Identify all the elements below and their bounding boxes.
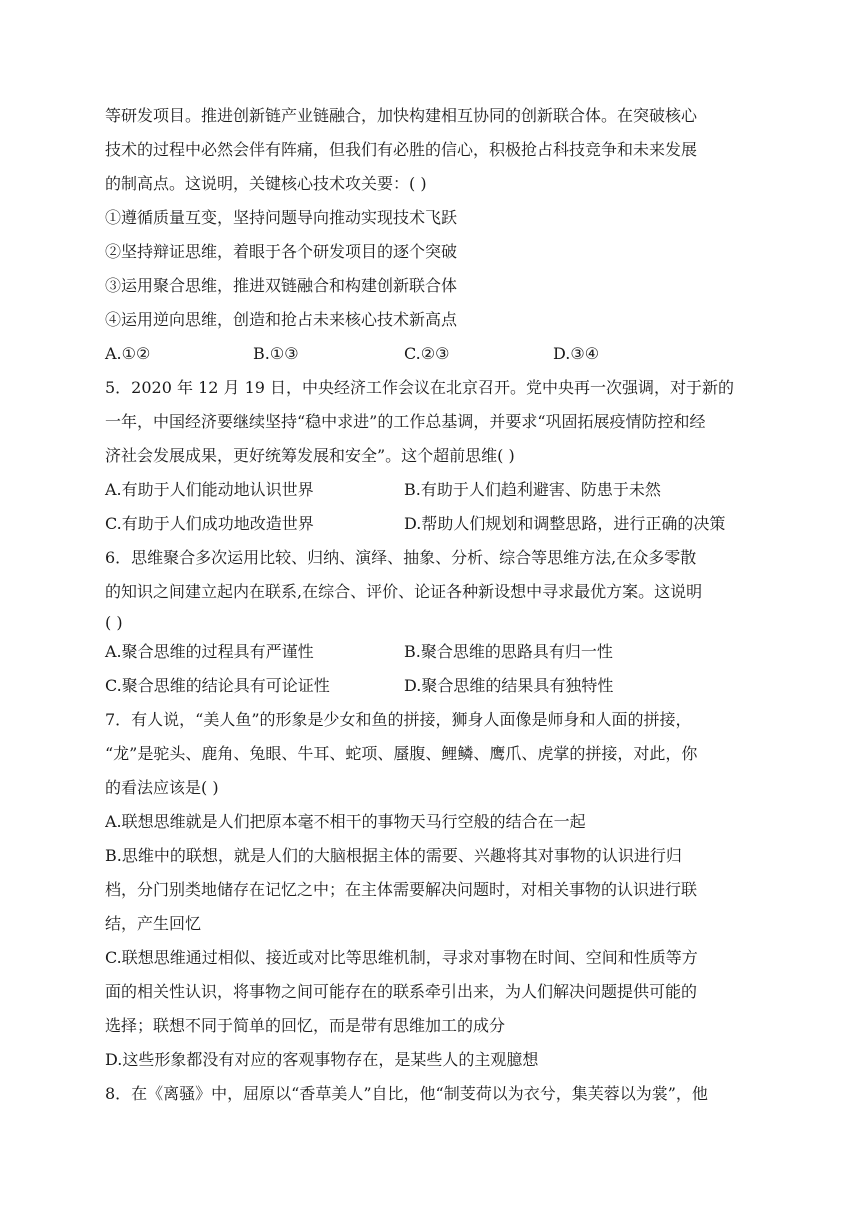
- q7-option-b-line-3: 结，产生回忆: [105, 914, 202, 933]
- q5-option-a: A.有助于人们能动地认识世界: [105, 480, 314, 499]
- q7-option-c-line-2: 面的相关性认识，将事物之间可能存在的联系牵引出来，为人们解决问题提供可能的: [105, 982, 698, 1001]
- q6-stem-line-2: 的知识之间建立起内在联系,在综合、评价、论证各种新设想中寻求最优方案。这说明: [105, 582, 703, 601]
- q7-option-d: D.这些形象都没有对应的客观事物存在，是某些人的主观臆想: [105, 1050, 539, 1069]
- q7-stem-line-2: “龙”是驼头、鹿角、兔眼、牛耳、蛇项、蜃腹、鲤鳞、鹰爪、虎掌的拼接，对此，你: [105, 744, 698, 763]
- q4-item-3: ③运用聚合思维，推进双链融合和构建创新联合体: [105, 276, 458, 295]
- q6-stem-line-1: 6．思维聚合多次运用比较、归纳、演绎、抽象、分析、综合等思维方法,在众多零散: [105, 548, 697, 567]
- q4-item-4: ④运用逆向思维，创造和抢占未来核心技术新高点: [105, 310, 458, 329]
- q5-stem-line-3: 济社会发展成果，更好统筹发展和安全”。这个超前思维( ): [105, 446, 515, 465]
- q4-stem-line-3: 的制高点。这说明，关键核心技术攻关要：( ): [105, 174, 427, 193]
- q5-option-b: B.有助于人们趋利避害、防患于未然: [404, 480, 661, 499]
- q7-option-c-line-3: 选择；联想不同于简单的回忆，而是带有思维加工的成分: [105, 1016, 506, 1035]
- q6-option-c: C.聚合思维的结论具有可论证性: [105, 676, 330, 695]
- q6-option-d: D.聚合思维的结果具有独特性: [404, 676, 614, 695]
- q7-stem-line-3: 的看法应该是( ): [105, 778, 219, 797]
- q7-option-b-line-1: B.思维中的联想，就是人们的大脑根据主体的需要、兴趣将其对事物的认识进行归: [105, 846, 682, 865]
- q7-option-b-line-2: 档，分门别类地储存在记忆之中；在主体需要解决问题时，对相关事物的认识进行联: [105, 880, 698, 899]
- q5-option-c: C.有助于人们成功地改造世界: [105, 514, 314, 533]
- q6-option-a: A.聚合思维的过程具有严谨性: [105, 642, 314, 661]
- q4-stem-line-1: 等研发项目。推进创新链产业链融合，加快构建相互协同的创新联合体。在突破核心: [105, 106, 698, 125]
- q7-option-a: A.联想思维就是人们把原本毫不相干的事物天马行空般的结合在一起: [105, 812, 586, 831]
- q8-stem-line-1: 8．在《离骚》中，屈原以“香草美人”自比，他“制芰荷以为衣兮，集芙蓉以为裳”，他: [105, 1084, 708, 1103]
- q4-option-b: B.①③: [253, 344, 299, 363]
- q7-stem-line-1: 7．有人说，“美人鱼”的形象是少女和鱼的拼接，狮身人面像是师身和人面的拼接，: [105, 710, 692, 729]
- q5-stem-line-2: 一年，中国经济要继续坚持“稳中求进”的工作总基调，并要求“巩固拓展疫情防控和经: [105, 412, 706, 431]
- q6-option-b: B.聚合思维的思路具有归一性: [404, 642, 613, 661]
- q4-item-2: ②坚持辩证思维，着眼于各个研发项目的逐个突破: [105, 242, 458, 261]
- q5-stem-line-1: 5．2020 年 12 月 19 日，中央经济工作会议在北京召开。党中央再一次强调，对于新的: [105, 378, 735, 397]
- q4-option-d: D.③④: [553, 344, 600, 363]
- q4-stem-line-2: 技术的过程中必然会伴有阵痛，但我们有必胜的信心，积极抢占科技竞争和未来发展: [105, 140, 698, 159]
- q5-option-d: D.帮助人们规划和调整思路，进行正确的决策: [404, 514, 726, 533]
- q4-item-1: ①遵循质量互变，坚持问题导向推动实现技术飞跃: [105, 208, 458, 227]
- q4-option-a: A.①②: [105, 344, 151, 363]
- q6-stem-line-3: ( ): [105, 613, 123, 632]
- q7-option-c-line-1: C.联想思维通过相似、接近或对比等思维机制，寻求对事物在时间、空间和性质等方: [105, 948, 698, 967]
- q4-option-c: C.②③: [404, 344, 450, 363]
